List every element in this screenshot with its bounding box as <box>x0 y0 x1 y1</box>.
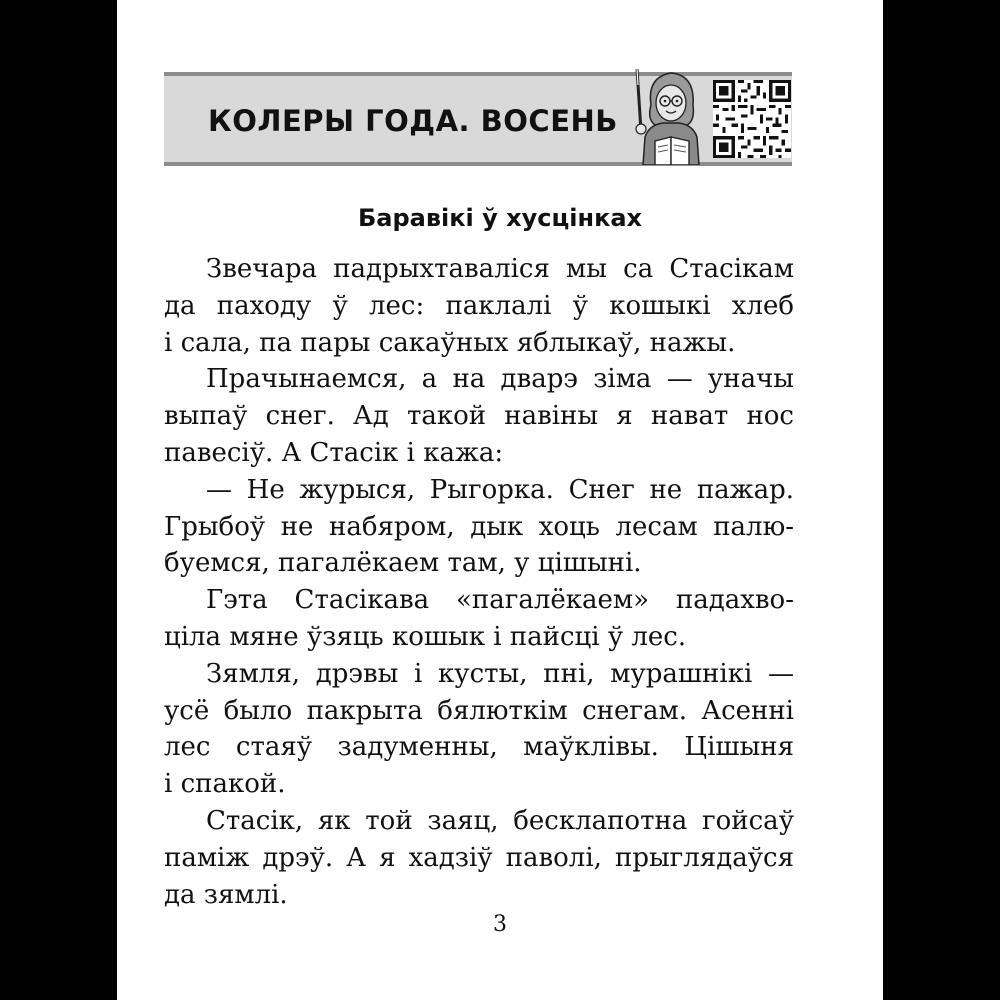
text-line: буемся, пагалёкаем там, у цішыні. <box>164 548 642 579</box>
chapter-title: КОЛЕРЫ ГОДА. ВОСЕНЬ <box>208 104 618 138</box>
text-line: Звечара падрыхтаваліся мы са Стасікам <box>206 254 794 284</box>
story-paragraph <box>164 251 794 361</box>
story-paragraph <box>164 582 794 656</box>
story-title: Баравікі ў хусцінках <box>357 204 643 232</box>
text-line: выпаў снег. Ад такой навіны я нават нос <box>164 401 794 432</box>
text-line: да зямлі. <box>164 879 288 910</box>
page-number: 3 <box>493 912 507 937</box>
book-page <box>117 0 883 1000</box>
text-line: і сала, па пары сакаўных яблыкаў, нажы. <box>164 327 736 358</box>
text-line: павесіў. А Стасік і кажа: <box>164 437 504 468</box>
text-line: да паходу ў лес: паклалі ў кошыкі хлеб <box>164 290 794 321</box>
text-line: Грыбоў не набяром, дык хоць лесам палю- <box>164 511 794 542</box>
teacher-illustration <box>625 65 709 165</box>
text-line: і спакой. <box>164 769 286 800</box>
qr-code-icon[interactable] <box>713 80 791 158</box>
story-paragraph <box>164 361 794 471</box>
text-line: — Не журыся, Рыгорка. Снег не пажар. <box>206 474 794 505</box>
story-paragraph <box>164 803 794 913</box>
text-line: паміж дрэў. А я хадзіў паволі, прыглядаўся <box>164 842 794 873</box>
story-body <box>164 251 794 913</box>
story-paragraph <box>164 656 794 803</box>
text-line: усё было пакрыта бялюткім снегам. Асенні <box>164 695 794 726</box>
text-line: ціла мяне ўзяць кошык і пайсці ў лес. <box>164 621 687 652</box>
text-line: лес стаяў задуменны, маўклівы. Цішыня <box>164 732 794 763</box>
text-line: Гэта Стасікава «пагалёкаем» падахво- <box>206 585 794 616</box>
story-paragraph <box>164 472 794 582</box>
text-line: Зямля, дрэвы і кусты, пні, мурашнікі — <box>206 658 794 689</box>
text-line: Прачынаемся, а на дварэ зіма — уначы <box>206 364 794 395</box>
text-line: Стасік, як той заяц, бесклапотна гойсаў <box>206 805 794 836</box>
